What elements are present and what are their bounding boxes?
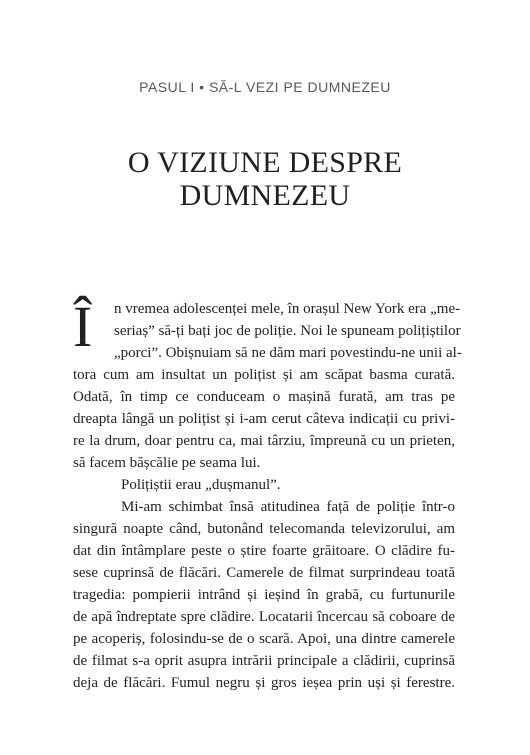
paragraph-line: de apă îndreptate spre clădire. Locatarii încercau să coboare de — [73, 609, 455, 625]
paragraph-line: re la drum, doar pentru ca, mai târziu, împreună cu un prieten, — [73, 433, 455, 449]
paragraph-line: tora cum am insultat un polițist și am scăpat basma curată. — [73, 367, 455, 383]
paragraph-line: pe acoperiș, folosindu-se de o scară. Apoi, una dintre camerele — [73, 631, 455, 647]
paragraph-line: dat din întâmplare peste o știre foarte grăitoare. O clădire fu- — [73, 543, 455, 559]
paragraph-line: tragedia: pompierii intrând și ieșind în grabă, cu furtunurile — [73, 587, 455, 603]
paragraph-line: Odată, în timp ce conduceam o mașină furată, am tras pe — [73, 389, 455, 405]
paragraph-line: dreapta lângă un polițist și i-am cerut câteva indicații cu privi- — [73, 411, 455, 427]
paragraph-line: deja de flăcări. Fumul negru și gros ieșea prin uși și ferestre. — [73, 675, 455, 691]
body-text — [73, 294, 462, 694]
paragraph-line: „porci”. Obișnuiam să ne dăm mari povestindu-ne unii al- — [114, 345, 462, 361]
paragraph-line: să facem bășcălie pe seama lui. — [73, 455, 261, 471]
chapter-title-line-1: O VIZIUNE DESPRE — [127, 146, 403, 179]
paragraph-line: singură noapte când, butonând telecomanda televizorului, am — [73, 521, 455, 537]
paragraph-line: Mi-am schimbat însă atitudinea față de poliție într-o — [121, 499, 455, 515]
chapter-title-line-2: DUMNEZEU — [179, 179, 351, 212]
paragraph-line: Polițiștii erau „dușmanul”. — [121, 477, 281, 493]
chapter-title — [0, 146, 530, 212]
drop-cap: Î — [73, 294, 93, 359]
paragraph-line: n vremea adolescenței mele, în orașul New York era „me- — [114, 301, 461, 317]
paragraph-line: sese cuprinsă de flăcări. Camerele de filmat surprindeau toată — [73, 565, 455, 581]
running-head: PASUL I • SĂ-L VEZI PE DUMNEZEU — [139, 79, 391, 95]
paragraph-line: seriaș” să-ți bați joc de poliție. Noi le spuneam polițiștilor — [114, 323, 461, 339]
paragraph-line: de filmat s-a oprit asupra intrării principale a clădirii, cuprinsă — [73, 653, 455, 669]
